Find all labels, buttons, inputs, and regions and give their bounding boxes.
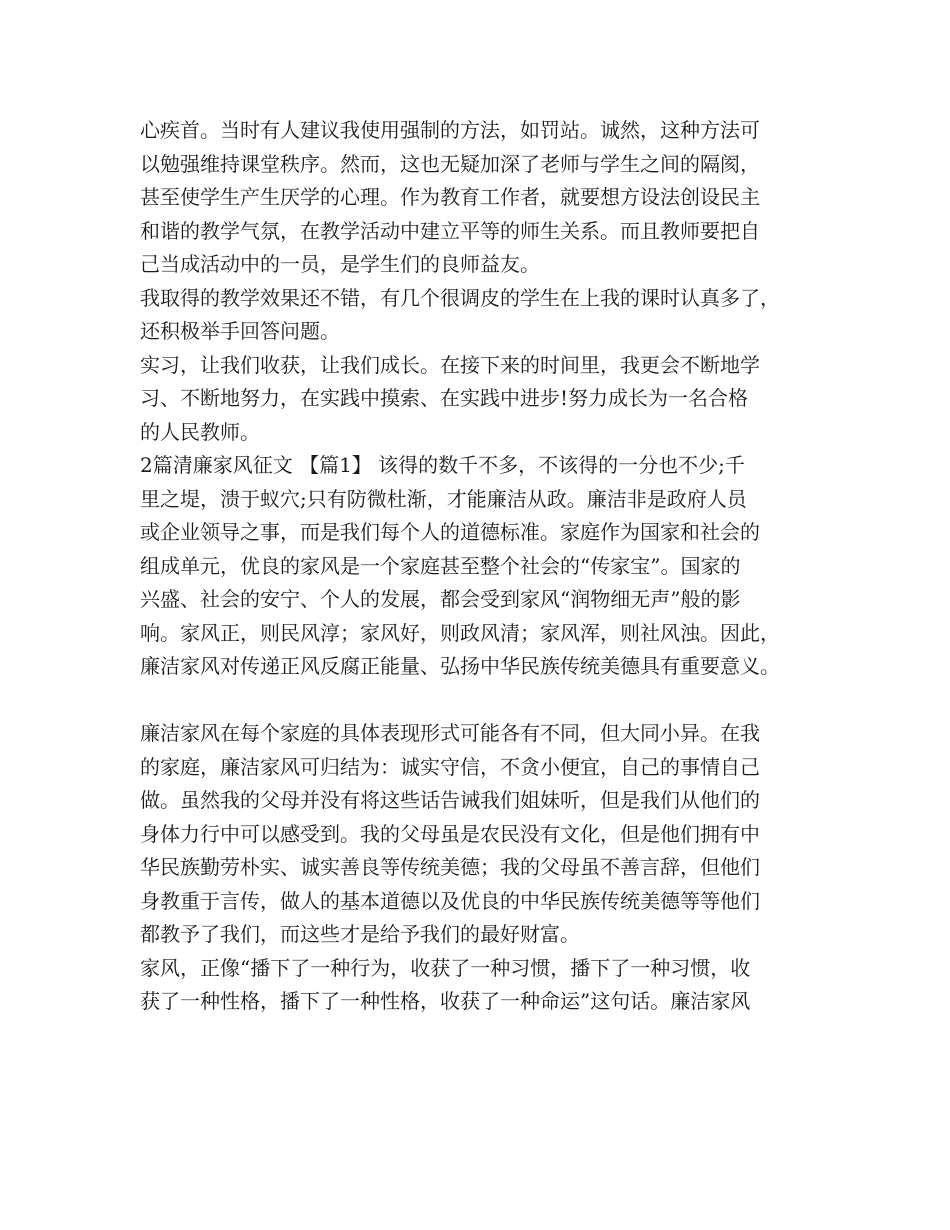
text-line: 身教重于言传，做人的基本道德以及优良的中华民族传统美德等等他们 <box>140 888 760 913</box>
text-line: 响。家风正，则民风淳；家风好，则政风清；家风浑，则社风浊。因此， <box>140 620 780 645</box>
text-line: 习、不断地努力，在实践中摸索、在实践中进步!努力成长为一名合格 <box>140 386 749 410</box>
text-line: 都教予了我们，而这些才是给予我们的最好财富。 <box>140 922 580 946</box>
text-line: 还积极举手回答问题。 <box>140 319 340 343</box>
text-line: 以勉强维持课堂秩序。然而，这也无疑加深了老师与学生之间的隔阂， <box>140 151 760 176</box>
paragraph-gap <box>140 684 830 718</box>
text-line: 甚至使学生产生厌学的心理。作为教育工作者，就要想方设法创设民主 <box>140 185 760 209</box>
text-line: 华民族勤劳朴实、诚实善良等传统美德；我的父母虽不善言辞，但他们 <box>140 855 760 879</box>
text-line: 廉洁家风在每个家庭的具体表现形式可能各有不同，但大同小异。在我 <box>140 721 760 745</box>
text-line: 兴盛、社会的安宁、个人的发展，都会受到家风“润物细无声”般的影 <box>140 587 741 611</box>
text-line: 获了一种性格，播下了一种性格，收获了一种命运”这句话。廉洁家风 <box>140 989 751 1013</box>
text-line: 里之堤，溃于蚁穴;只有防微杜渐，才能廉洁从政。廉洁非是政府人员 <box>140 486 747 511</box>
text-line: 廉洁家风对传递正风反腐正能量、弘扬中华民族传统美德具有重要意义。 <box>140 654 780 678</box>
text-line: 心疾首。当时有人建议我使用强制的方法，如罚站。诚然，这种方法可 <box>140 118 760 142</box>
text-line: 和谐的教学气氛，在教学活动中建立平等的师生关系。而且教师要把自 <box>140 218 760 243</box>
text-line: 的人民教师。 <box>140 419 260 444</box>
text-line: 我取得的教学效果还不错，有几个很调皮的学生在上我的课时认真多了， <box>140 285 780 310</box>
text-line: 2篇清廉家风征文 【篇1】 该得的数千不多，不该得的一分也不少;千 <box>140 453 745 477</box>
text-line: 的家庭，廉洁家风可归结为：诚实守信，不贪小便宜，自己的事情自己 <box>140 754 760 779</box>
text-line: 己当成活动中的一员，是学生们的良师益友。 <box>140 252 540 276</box>
text-line: 组成单元，优良的家风是一个家庭甚至整个社会的“传家宝”。国家的 <box>140 553 741 578</box>
text-line: 家风，正像“播下了一种行为，收获了一种习惯，播下了一种习惯，收 <box>140 955 751 980</box>
text-line: 做。虽然我的父母并没有将这些话告诫我们姐妹听，但是我们从他们的 <box>140 788 760 812</box>
document-body <box>140 114 830 1019</box>
text-line: 身体力行中可以感受到。我的父母虽是农民没有文化，但是他们拥有中 <box>140 821 760 846</box>
text-line: 实习，让我们收获，让我们成长。在接下来的时间里，我更会不断地学 <box>140 352 760 377</box>
text-line: 或企业领导之事，而是我们每个人的道德标准。家庭作为国家和社会的 <box>140 520 760 544</box>
